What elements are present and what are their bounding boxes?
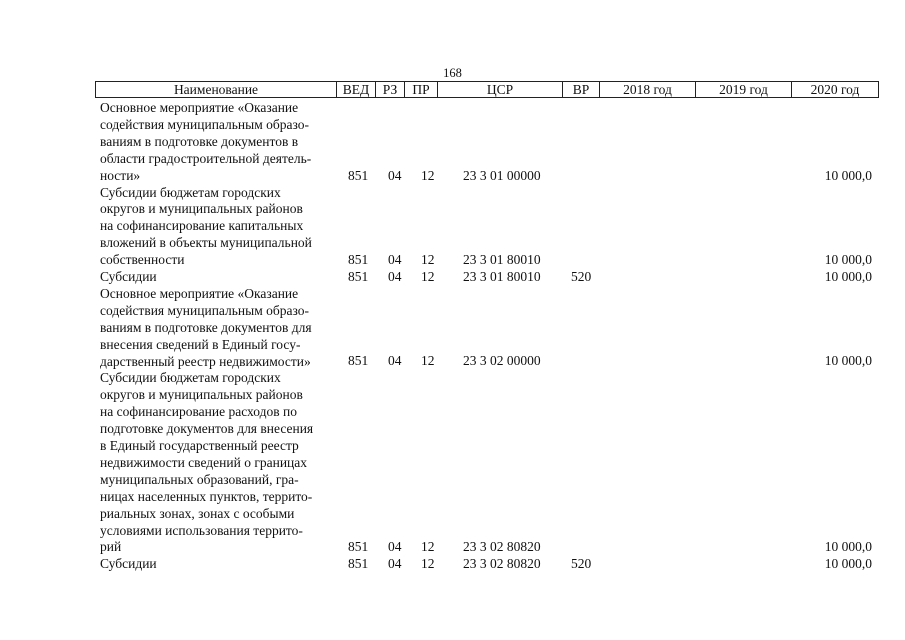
row-csr: 23 3 02 00000 xyxy=(463,353,541,369)
row-csr: 23 3 01 80010 xyxy=(463,269,541,284)
row-2020: 10 000,0 xyxy=(824,539,872,555)
row-ved: 851 xyxy=(348,252,369,268)
row-name: Субсидии xyxy=(100,269,157,284)
row-ved: 851 xyxy=(348,556,369,572)
row-name: Основное мероприятие «Оказание содействия муниципальным образо- ваниям в подготовке документов для внесения сведений в Единый госу- дарственный реестр недвижимости» xyxy=(100,285,312,369)
row-pr: 12 xyxy=(421,252,435,268)
row-csr: 23 3 02 80820 xyxy=(463,556,541,572)
row-rz: 04 xyxy=(388,353,402,369)
row-ved: 851 xyxy=(348,167,369,183)
header-pr: ПР xyxy=(404,81,437,98)
row-name: Основное мероприятие «Оказание содействия муниципальным образо- ваниям в подготовке документов в области градостроительной деятель- ности» xyxy=(100,100,312,183)
page-number: 168 xyxy=(443,66,462,80)
row-csr: 23 3 01 80010 xyxy=(463,252,541,268)
row-csr: 23 3 02 80820 xyxy=(463,539,541,555)
row-name: Субсидии бюджетам городских округов и муниципальных районов на софинансирование расходов по подготовке документов для внесения в Единый государственный реестр недвижимости сведений о границах муниципальных образований, гра- ницах населенных пунктов, террито- риальных зонах, зонах с особыми условиями использования террито- рий xyxy=(100,370,314,555)
row-pr: 12 xyxy=(421,556,435,572)
row-csr: 23 3 01 00000 xyxy=(463,167,541,183)
header-2020: 2020 год xyxy=(791,81,879,98)
table-header xyxy=(95,81,878,98)
row-pr: 12 xyxy=(421,539,435,555)
row-rz: 04 xyxy=(388,252,402,268)
row-ved: 851 xyxy=(348,353,369,369)
row-rz: 04 xyxy=(388,269,402,284)
row-vr: 520 xyxy=(571,556,592,572)
row-2020: 10 000,0 xyxy=(824,269,872,284)
header-2018: 2018 год xyxy=(599,81,695,98)
row-2020: 10 000,0 xyxy=(824,167,872,183)
row-2020: 10 000,0 xyxy=(824,252,872,268)
header-rz: РЗ xyxy=(375,81,404,98)
header-ved: ВЕД xyxy=(336,81,375,98)
header-2019: 2019 год xyxy=(695,81,791,98)
row-name: Субсидии бюджетам городских округов и муниципальных районов на софинансирование капитальных вложений в объекты муниципальной собственности xyxy=(100,184,312,268)
row-pr: 12 xyxy=(421,353,435,369)
row-rz: 04 xyxy=(388,539,402,555)
row-rz: 04 xyxy=(388,167,402,183)
row-name: Субсидии xyxy=(100,556,157,572)
header-name: Наименование xyxy=(95,81,336,98)
header-vr: ВР xyxy=(562,81,599,98)
row-2020: 10 000,0 xyxy=(824,556,872,572)
row-ved: 851 xyxy=(348,269,369,284)
header-csr: ЦСР xyxy=(437,81,562,98)
row-pr: 12 xyxy=(421,269,435,284)
row-rz: 04 xyxy=(388,556,402,572)
row-pr: 12 xyxy=(421,167,435,183)
row-ved: 851 xyxy=(348,539,369,555)
row-2020: 10 000,0 xyxy=(824,353,872,369)
row-vr: 520 xyxy=(571,269,592,284)
